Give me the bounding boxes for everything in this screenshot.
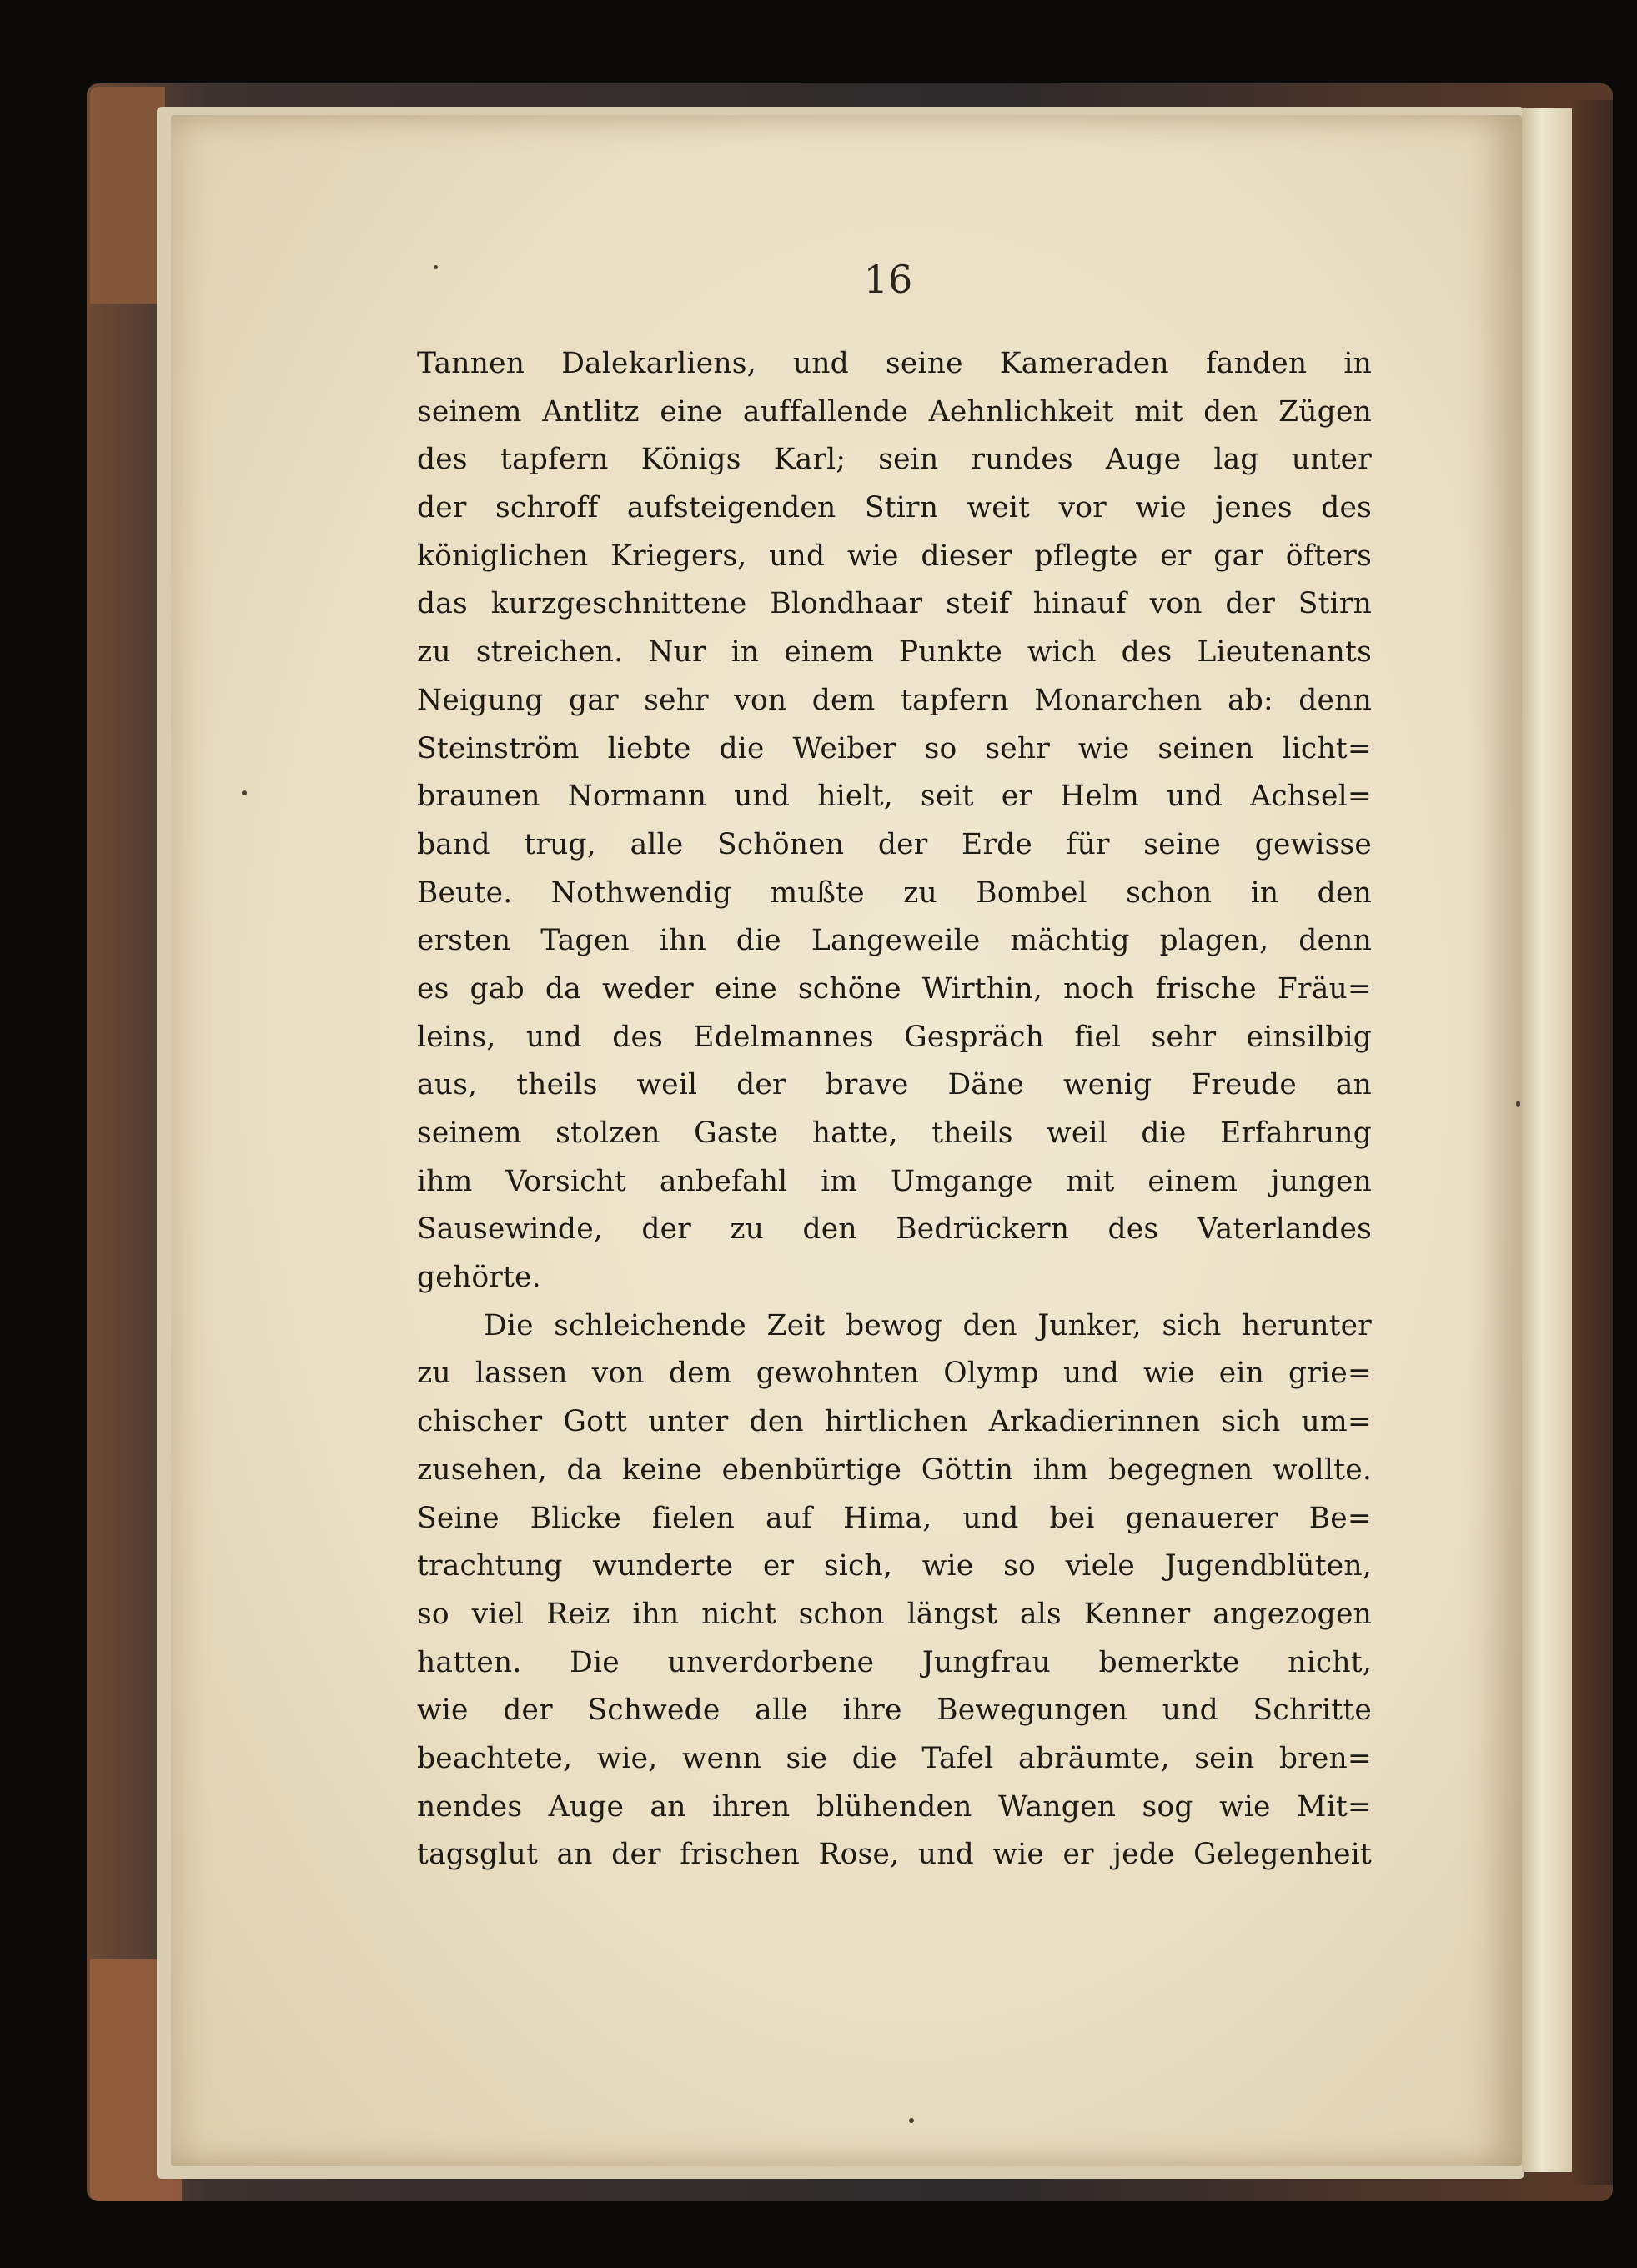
text-line: aus, theils weil der brave Däne wenig Freude an xyxy=(417,1068,1372,1102)
text-line: der schroff aufsteigenden Stirn weit vor wie jenes des xyxy=(417,491,1372,525)
leather-corner-top xyxy=(90,87,165,304)
text-line: Neigung gar sehr von dem tapfern Monarchen ab: denn xyxy=(417,683,1372,717)
facing-page-edge xyxy=(1568,100,1613,2185)
paper-speck xyxy=(909,2118,914,2123)
text-line: zusehen, da keine ebenbürtige Göttin ihm begegnen wollte. xyxy=(417,1453,1372,1487)
text-line: seinem Antlitz eine auffallende Aehnlichkeit mit den Zügen xyxy=(417,394,1372,429)
text-line: ersten Tagen ihn die Langeweile mächtig plagen, denn xyxy=(417,924,1372,958)
text-line: es gab da weder eine schöne Wirthin, noch frische Fräu= xyxy=(417,971,1372,1006)
paper-speck xyxy=(242,790,247,795)
book-gutter xyxy=(1522,108,1572,2172)
text-line: band trug, alle Schönen der Erde für seine gewisse xyxy=(417,827,1372,861)
text-line: königlichen Kriegers, und wie dieser pflegte er gar öfters xyxy=(417,539,1372,573)
text-line: Beute. Nothwendig mußte zu Bombel schon in den xyxy=(417,876,1372,910)
text-line: trachtung wunderte er sich, wie so viele Jugendblüten, xyxy=(417,1549,1372,1583)
text-line: so viel Reiz ihn nicht schon längst als Kenner angezogen xyxy=(417,1597,1372,1631)
text-line: wie der Schwede alle ihre Bewegungen und Schritte xyxy=(417,1693,1372,1728)
text-line: tagsglut an der frischen Rose, und wie er jede Gelegenheit xyxy=(417,1838,1372,1872)
text-line: des tapfern Königs Karl; sein rundes Auge lag unter xyxy=(417,443,1372,477)
text-line: zu lassen von dem gewohnten Olymp und wie ein grie= xyxy=(417,1357,1372,1391)
page-number: 16 xyxy=(863,257,913,302)
text-line: leins, und des Edelmannes Gespräch fiel sehr einsilbig xyxy=(417,1020,1372,1054)
text-line: Seine Blicke fielen auf Hima, und bei genauerer Be= xyxy=(417,1501,1372,1535)
paper-speck xyxy=(1516,1101,1520,1107)
text-line: chischer Gott unter den hirtlichen Arkadierinnen sich um= xyxy=(417,1405,1372,1439)
text-line: Tannen Dalekarliens, und seine Kameraden fanden in xyxy=(417,347,1372,380)
text-line: nendes Auge an ihren blühenden Wangen sog wie Mit= xyxy=(417,1789,1372,1824)
text-line: das kurzgeschnittene Blondhaar steif hinauf von der Stirn xyxy=(417,587,1372,621)
text-line: zu streichen. Nur in einem Punkte wich des Lieutenants xyxy=(417,635,1372,670)
text-line: braunen Normann und hielt, seit er Helm und Achsel= xyxy=(417,780,1372,814)
text-line: beachtete, wie, wenn sie die Tafel abräumte, sein bren= xyxy=(417,1741,1372,1775)
text-line: hatten. Die unverdorbene Jungfrau bemerkte nicht, xyxy=(417,1645,1372,1679)
text-line: Steinström liebte die Weiber so sehr wie seinen licht= xyxy=(417,731,1372,765)
text-line: gehörte. xyxy=(417,1261,541,1295)
text-line: Sausewinde, der zu den Bedrückern des Vaterlandes xyxy=(417,1212,1372,1247)
body-text xyxy=(417,340,1372,1879)
paper-speck xyxy=(434,265,438,269)
text-line: seinem stolzen Gaste hatte, theils weil die Erfahrung xyxy=(417,1116,1372,1150)
text-line: Die schleichende Zeit bewog den Junker, sich herunter xyxy=(484,1308,1372,1342)
text-line: ihm Vorsicht anbefahl im Umgange mit einem jungen xyxy=(417,1164,1372,1198)
